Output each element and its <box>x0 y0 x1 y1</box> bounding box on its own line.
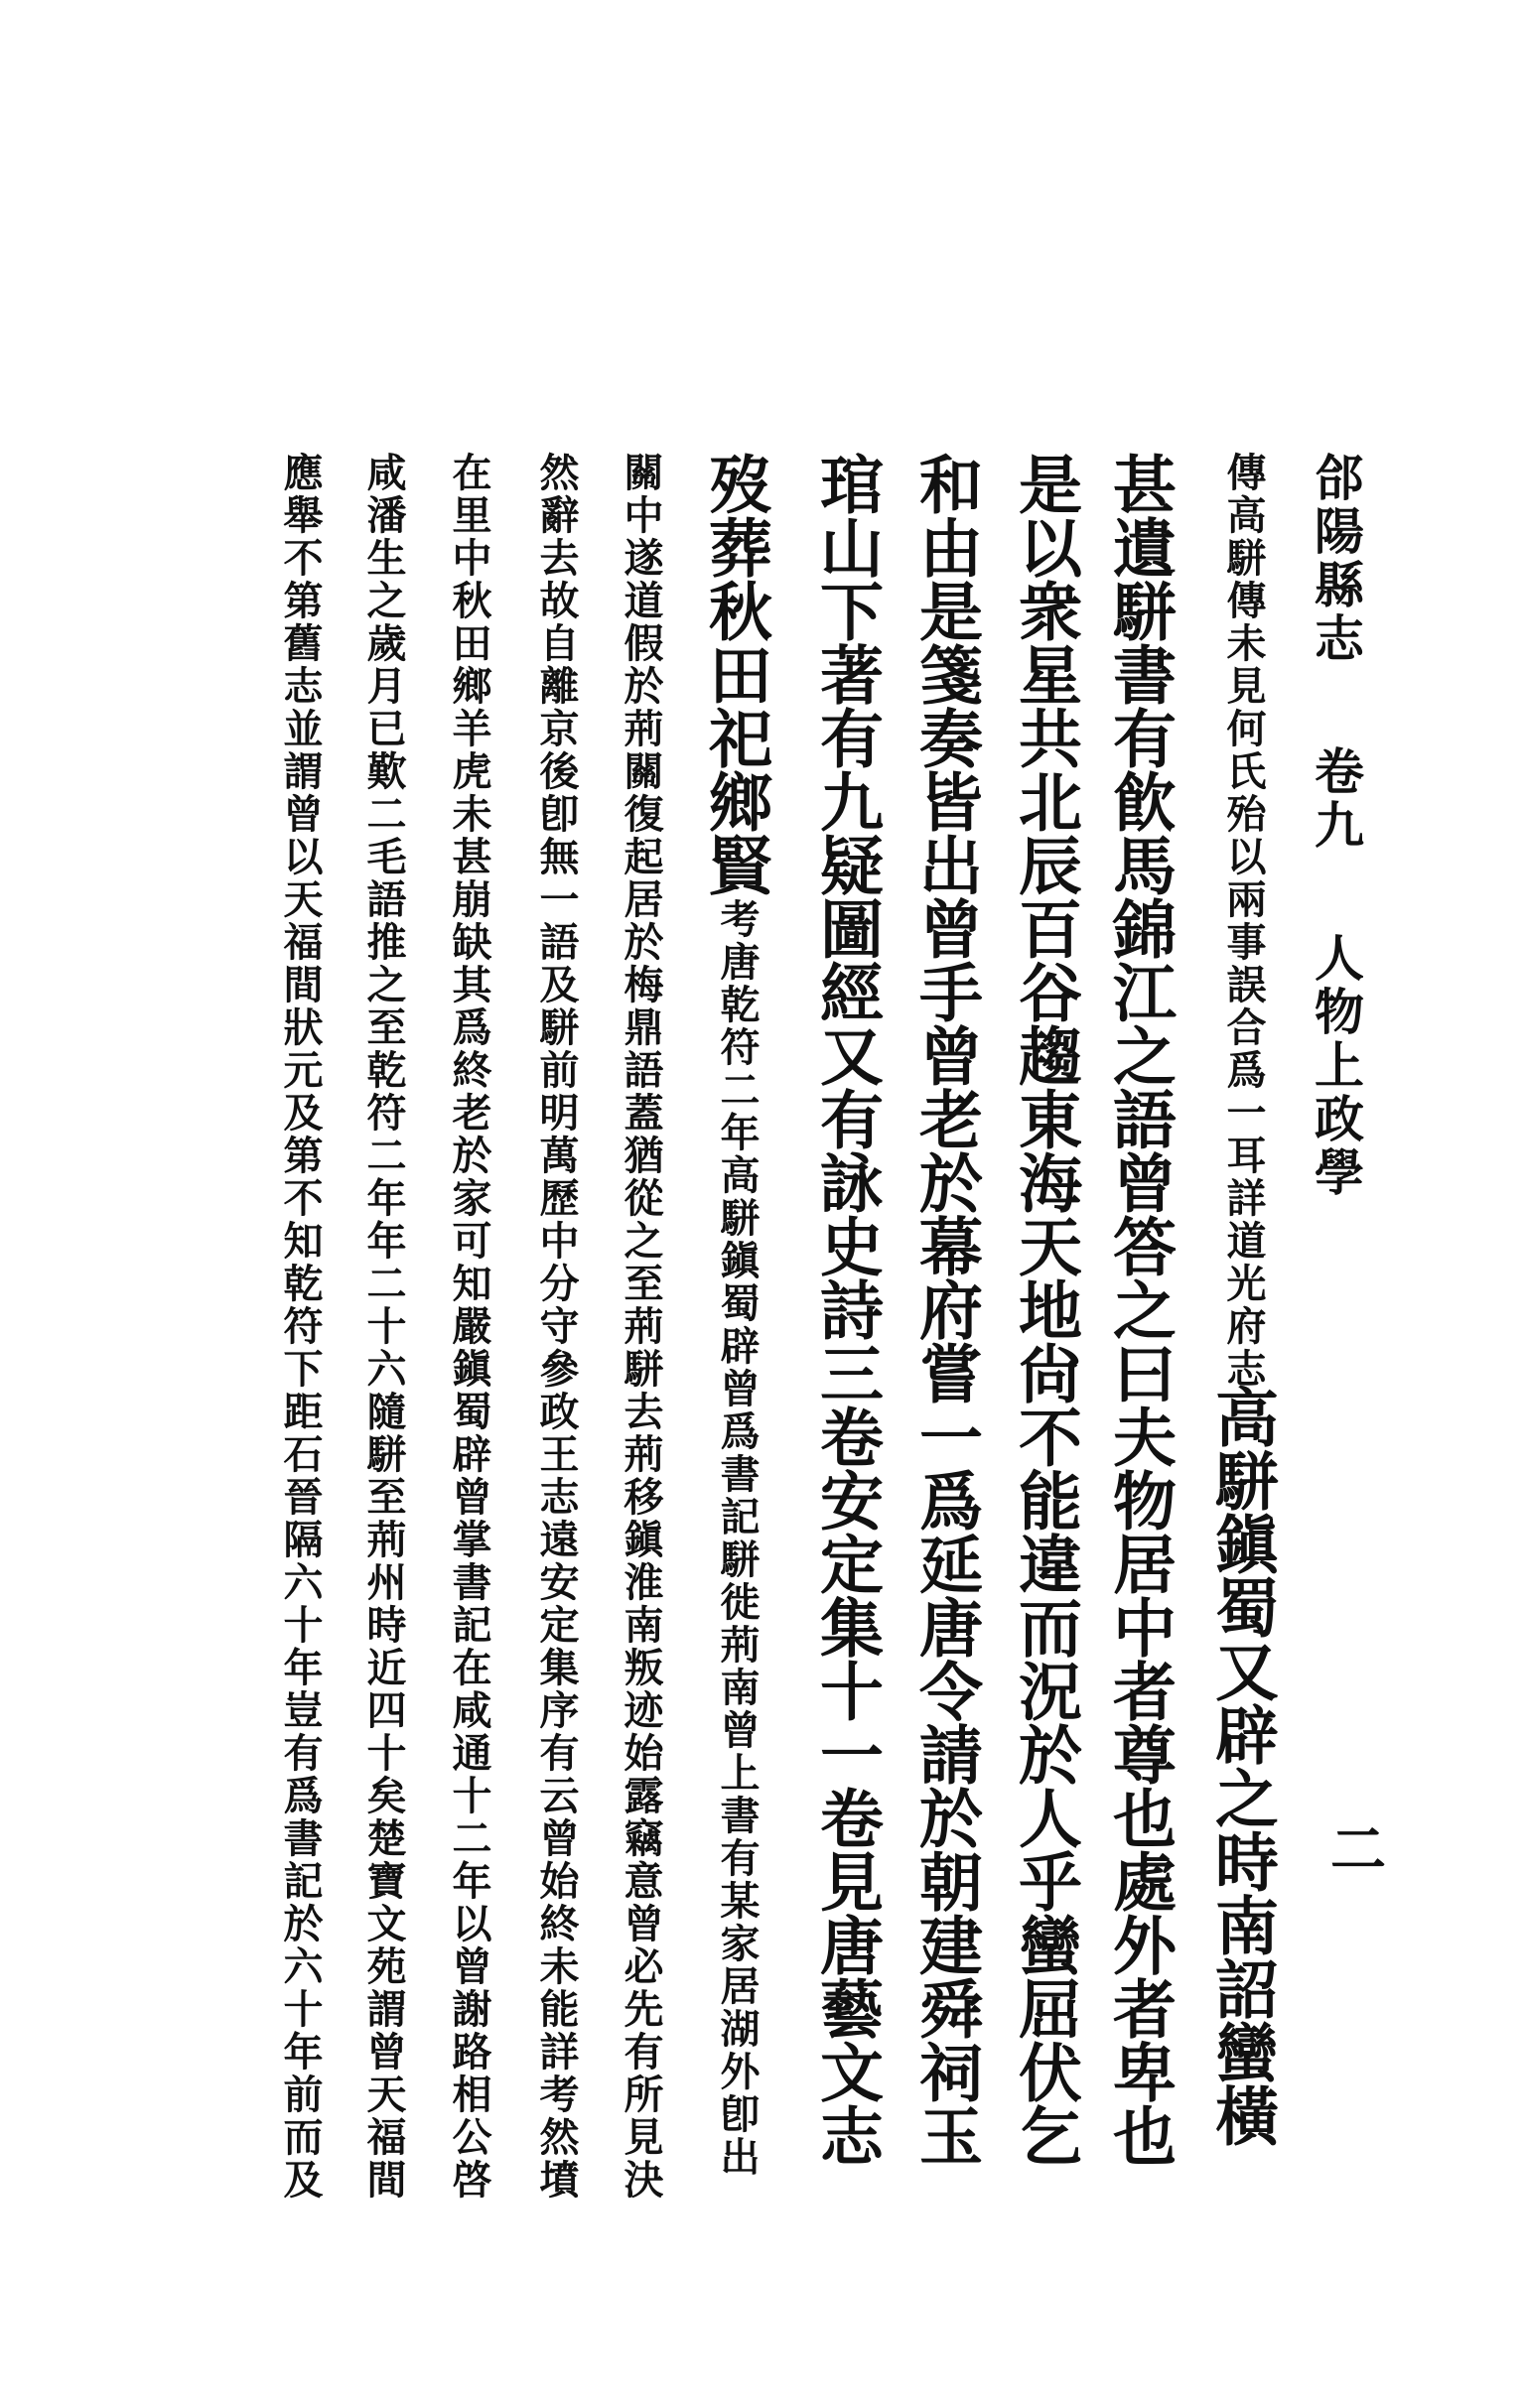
annotation-column-6: 應舉不第舊志並謂曾以天福間狀元及第不知乾符下距石晉隔六十年豈有爲書記於六十年前而及 <box>277 452 324 2202</box>
page-number: 二 <box>1330 1817 1386 1883</box>
section-label: 人物上政學 <box>1307 932 1365 1200</box>
annotation-column-4: 在里中秋田鄉羊虎未甚崩缺其爲終老於家可知嚴鎭蜀辟曾掌書記在咸通十二年以曾謝路相公啓 <box>446 452 492 2202</box>
text-column-3: 是以衆星共北辰百谷趨東海天地尙不能違而況於人乎蠻屈伏乞 <box>1008 452 1082 2167</box>
text-column-2: 甚遺駢書有飮馬錦江之語曾答之曰夫物居中者尊也處外者卑也 <box>1102 452 1177 2167</box>
text-column-1: 傳高駢傳未見何氏殆以兩事誤合爲一耳詳道光府志 <box>1220 452 1267 1391</box>
text-column-1b: 高駢鎭蜀又辟之時南詔蠻橫 <box>1204 1385 1279 2147</box>
text-column-4: 和由是箋奏皆出曾手曾老於幕府嘗一爲延唐令請於朝建舜祠玉 <box>908 452 983 2167</box>
volume-label: 卷九 <box>1307 745 1365 853</box>
annotation-column-5: 咸潘生之歲月已歎二毛語推之至乾符二年年二十六隨駢至荊州時近四十矣楚寶文苑謂曾天福間 <box>360 452 407 2202</box>
book-title: 郃陽縣志 <box>1307 452 1365 666</box>
text-column-6: 歿葬秋田祀鄉賢 <box>698 452 772 896</box>
running-header <box>1307 452 1365 1200</box>
text-column-5: 琯山下著有九疑圖經又有詠史詩三卷安定集十一卷見唐藝文志 <box>809 452 884 2167</box>
annotation-column-1: 考唐乾符二年高駢鎭蜀辟曾爲書記駢徙荊南曾上書有某家居湖外卽出 <box>714 898 761 2179</box>
annotation-column-2: 關中遂道假於荊關復起居於梅鼎語蓋猶從之至荊駢去荊移鎭淮南叛迹始露竊意曾必先有所見決 <box>618 452 664 2202</box>
annotation-column-3: 然辭去故自離京後卽無一語及駢前明萬歷中分守參政王志遠安定集序有云曾始終未能詳考然墳 <box>533 452 580 2202</box>
